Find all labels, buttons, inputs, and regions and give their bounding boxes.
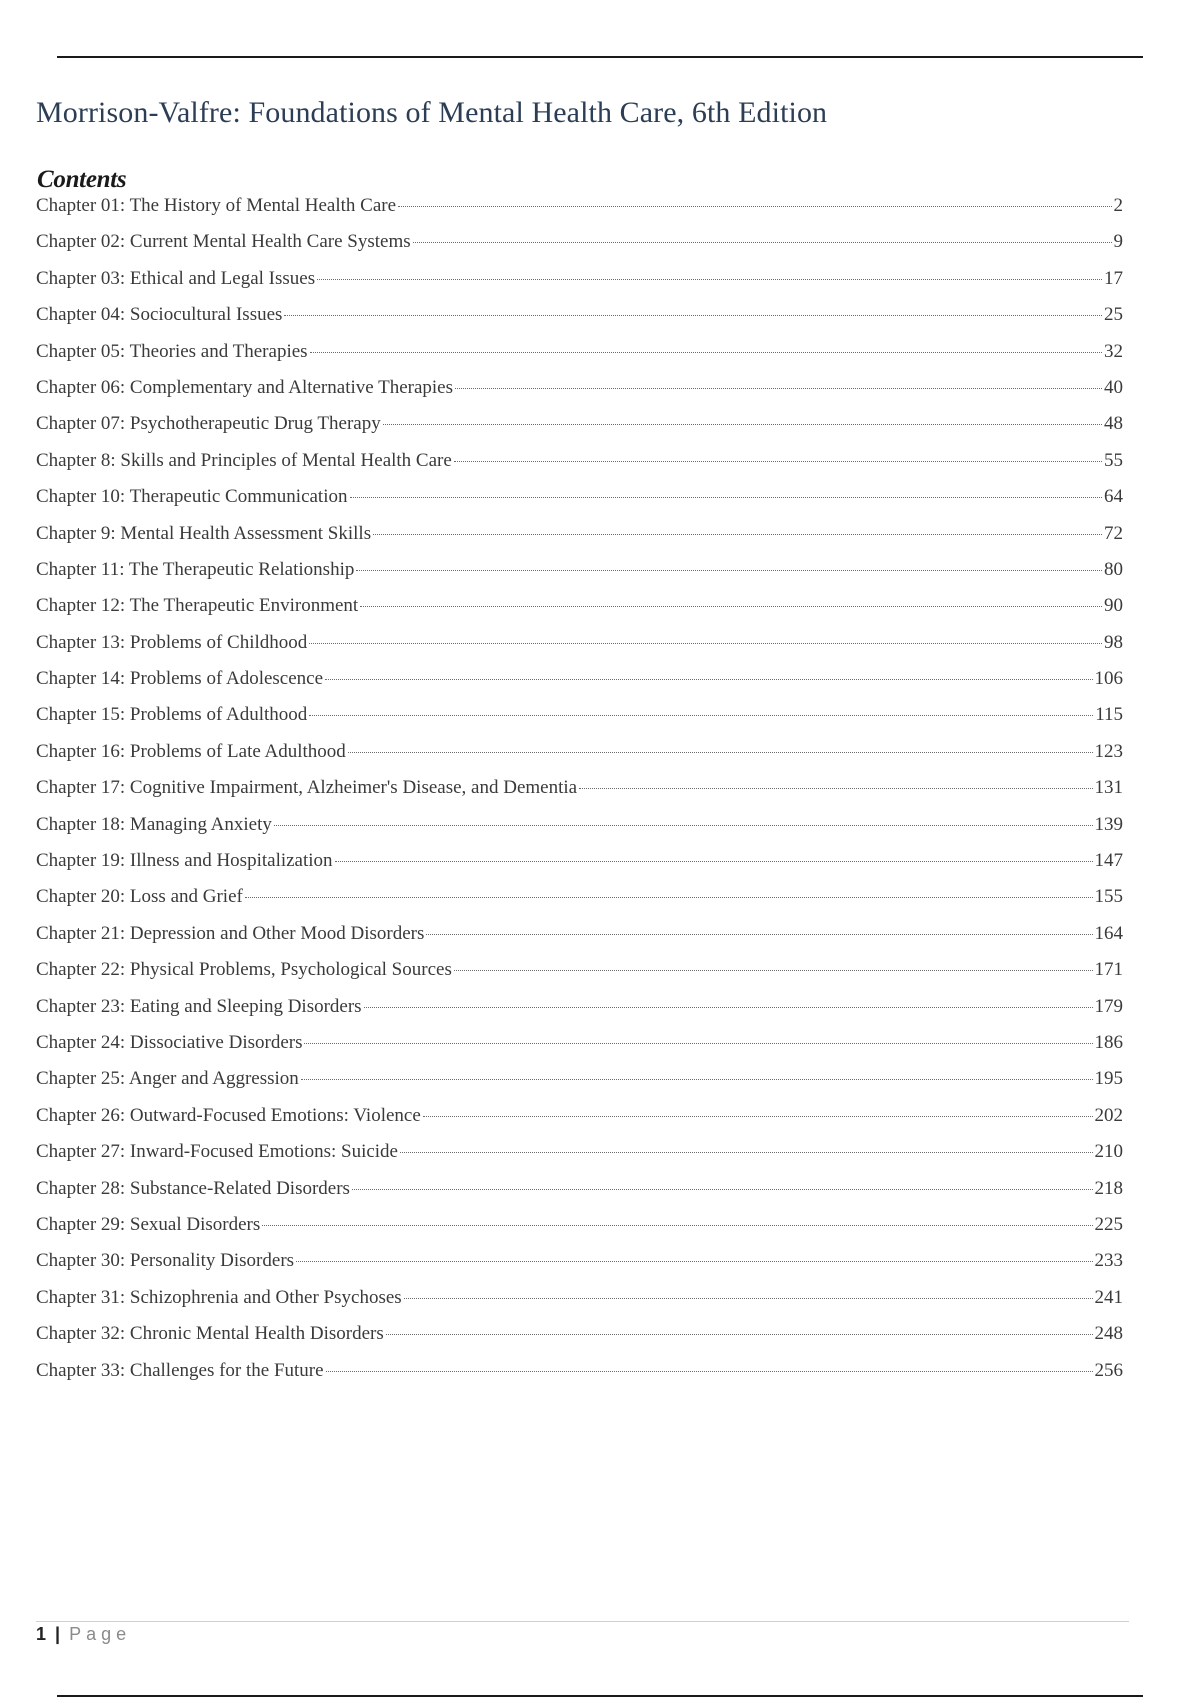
toc-entry[interactable] (36, 268, 1123, 304)
toc-entry[interactable] (36, 1178, 1123, 1214)
toc-entry-page: 171 (1094, 959, 1123, 981)
toc-entry[interactable] (36, 377, 1123, 413)
toc-dot-leader (413, 242, 1112, 243)
toc-dot-leader (579, 788, 1092, 789)
footer-separator: | (55, 1624, 61, 1644)
toc-entry-page: 48 (1104, 413, 1123, 435)
toc-entry-page: 139 (1094, 813, 1123, 835)
toc-entry[interactable] (36, 1250, 1123, 1286)
toc-dot-leader (274, 825, 1093, 826)
toc-entry[interactable] (36, 668, 1123, 704)
toc-entry-title: Chapter 20: Loss and Grief (36, 886, 243, 908)
toc-entry-title: Chapter 12: The Therapeutic Environment (36, 595, 359, 617)
toc-entry-page: 25 (1104, 304, 1123, 326)
toc-entry[interactable] (36, 1032, 1123, 1068)
document-title: Morrison-Valfre: Foundations of Mental Health Care, 6th Edition (36, 96, 828, 129)
footer-bottom-rule (57, 1695, 1143, 1697)
toc-entry-page: 256 (1094, 1359, 1123, 1381)
toc-dot-leader (364, 1007, 1093, 1008)
toc-entry[interactable] (36, 304, 1123, 340)
toc-entry[interactable] (36, 850, 1123, 886)
toc-entry-page: 72 (1104, 522, 1123, 544)
toc-entry-page: 55 (1104, 449, 1123, 471)
toc-entry-title: Chapter 19: Illness and Hospitalization (36, 850, 333, 872)
toc-dot-leader (426, 934, 1092, 935)
toc-entry-page: 80 (1104, 558, 1123, 580)
toc-entry-page: 131 (1094, 777, 1123, 799)
toc-dot-leader (356, 570, 1102, 571)
toc-dot-leader (348, 752, 1093, 753)
toc-entry[interactable] (36, 704, 1123, 740)
toc-entry[interactable] (36, 1360, 1123, 1396)
toc-entry-title: Chapter 25: Anger and Aggression (36, 1068, 299, 1090)
page-label: Page (69, 1624, 132, 1644)
toc-entry[interactable] (36, 413, 1123, 449)
toc-entry-page: 32 (1104, 340, 1123, 362)
toc-entry[interactable] (36, 1287, 1123, 1323)
toc-entry[interactable] (36, 814, 1123, 850)
toc-dot-leader (454, 970, 1093, 971)
toc-entry[interactable] (36, 632, 1123, 668)
toc-entry-title: Chapter 10: Therapeutic Communication (36, 486, 348, 508)
toc-dot-leader (245, 897, 1093, 898)
toc-entry-page: 164 (1094, 922, 1123, 944)
toc-dot-leader (386, 1334, 1093, 1335)
toc-dot-leader (309, 643, 1102, 644)
toc-entry[interactable] (36, 559, 1123, 595)
toc-entry-title: Chapter 9: Mental Health Assessment Skills (36, 522, 372, 544)
toc-dot-leader (383, 424, 1102, 425)
toc-dot-leader (301, 1079, 1093, 1080)
toc-entry-page: 218 (1094, 1177, 1123, 1199)
toc-entry[interactable] (36, 996, 1123, 1032)
toc-entry[interactable] (36, 1141, 1123, 1177)
toc-entry-title: Chapter 04: Sociocultural Issues (36, 304, 283, 326)
toc-dot-leader (317, 279, 1102, 280)
toc-entry-page: 195 (1094, 1068, 1123, 1090)
toc-entry-page: 123 (1094, 740, 1123, 762)
toc-entry-title: Chapter 27: Inward-Focused Emotions: Suicide (36, 1141, 398, 1163)
toc-entry-title: Chapter 15: Problems of Adulthood (36, 704, 308, 726)
toc-entry-page: 2 (1113, 195, 1123, 216)
toc-entry[interactable] (36, 486, 1123, 522)
toc-dot-leader (335, 861, 1093, 862)
toc-entry-title: Chapter 07: Psychotherapeutic Drug Therapy (36, 413, 381, 435)
toc-entry-page: 179 (1094, 995, 1123, 1017)
toc-dot-leader (262, 1225, 1092, 1226)
toc-entry-title: Chapter 18: Managing Anxiety (36, 813, 272, 835)
toc-entry-title: Chapter 32: Chronic Mental Health Disorders (36, 1323, 384, 1345)
toc-dot-leader (350, 497, 1103, 498)
toc-entry[interactable] (36, 923, 1123, 959)
toc-entry-title: Chapter 29: Sexual Disorders (36, 1213, 261, 1235)
footer-rule (36, 1621, 1129, 1622)
toc-entry[interactable] (36, 1214, 1123, 1250)
toc-entry-page: 202 (1094, 1104, 1123, 1126)
toc-entry-title: Chapter 16: Problems of Late Adulthood (36, 740, 346, 762)
contents-heading: Contents (37, 166, 127, 193)
toc-entry[interactable] (36, 523, 1123, 559)
toc-dot-leader (373, 534, 1102, 535)
toc-entry-title: Chapter 02: Current Mental Health Care Systems (36, 231, 411, 253)
toc-dot-leader (400, 1152, 1093, 1153)
toc-entry-title: Chapter 33: Challenges for the Future (36, 1359, 324, 1381)
toc-entry-title: Chapter 8: Skills and Principles of Mental Health Care (36, 449, 452, 471)
toc-entry-page: 210 (1094, 1141, 1123, 1163)
toc-entry-title: Chapter 26: Outward-Focused Emotions: Violence (36, 1104, 421, 1126)
toc-entry-title: Chapter 21: Depression and Other Mood Disorders (36, 922, 425, 944)
toc-entry-page: 155 (1094, 886, 1123, 908)
toc-entry-title: Chapter 03: Ethical and Legal Issues (36, 267, 316, 289)
toc-entry-title: Chapter 14: Problems of Adolescence (36, 668, 324, 690)
toc-entry-title: Chapter 28: Substance-Related Disorders (36, 1177, 350, 1199)
toc-entry[interactable] (36, 741, 1123, 777)
toc-dot-leader (284, 315, 1102, 316)
toc-dot-leader (326, 1371, 1093, 1372)
toc-entry-title: Chapter 01: The History of Mental Health Care (36, 195, 397, 216)
toc-dot-leader (398, 206, 1111, 207)
toc-entry-title: Chapter 17: Cognitive Impairment, Alzheimer's Disease, and Dementia (36, 777, 578, 799)
toc-dot-leader (304, 1043, 1092, 1044)
toc-dot-leader (325, 679, 1092, 680)
page-footer (36, 1624, 131, 1645)
toc-entry-page: 98 (1104, 631, 1123, 653)
toc-entry-title: Chapter 31: Schizophrenia and Other Psychoses (36, 1286, 402, 1308)
toc-entry-title: Chapter 06: Complementary and Alternative Therapies (36, 376, 453, 398)
toc-entry-title: Chapter 05: Theories and Therapies (36, 340, 308, 362)
toc-dot-leader (404, 1298, 1093, 1299)
toc-dot-leader (360, 606, 1102, 607)
toc-entry-page: 40 (1104, 376, 1123, 398)
toc-entry[interactable] (36, 231, 1123, 267)
toc-entry-page: 17 (1104, 267, 1123, 289)
toc-entry[interactable] (36, 1105, 1123, 1141)
toc-entry-title: Chapter 11: The Therapeutic Relationship (36, 558, 355, 580)
toc-entry-page: 147 (1094, 850, 1123, 872)
page-number: 1 (36, 1624, 47, 1644)
toc-entry[interactable] (36, 1323, 1123, 1359)
toc-entry-page: 64 (1104, 486, 1123, 508)
toc-entry[interactable] (36, 1068, 1123, 1104)
toc-entry[interactable] (36, 450, 1123, 486)
toc-dot-leader (296, 1261, 1092, 1262)
toc-entry-page: 225 (1094, 1213, 1123, 1235)
toc-entry[interactable] (36, 195, 1123, 231)
toc-dot-leader (455, 388, 1102, 389)
table-of-contents (36, 195, 1123, 1396)
header-rule (57, 56, 1143, 58)
toc-entry-page: 248 (1094, 1323, 1123, 1345)
toc-entry-title: Chapter 13: Problems of Childhood (36, 631, 308, 653)
toc-entry-page: 233 (1094, 1250, 1123, 1272)
toc-entry-page: 186 (1094, 1031, 1123, 1053)
toc-entry-page: 241 (1094, 1286, 1123, 1308)
toc-entry[interactable] (36, 595, 1123, 631)
toc-entry[interactable] (36, 959, 1123, 995)
toc-entry-page: 9 (1113, 231, 1123, 253)
toc-entry-title: Chapter 24: Dissociative Disorders (36, 1031, 303, 1053)
toc-entry-title: Chapter 23: Eating and Sleeping Disorders (36, 995, 362, 1017)
toc-dot-leader (309, 715, 1093, 716)
toc-entry-page: 115 (1095, 704, 1123, 726)
toc-entry-page: 106 (1094, 668, 1123, 690)
toc-dot-leader (310, 352, 1102, 353)
toc-dot-leader (423, 1116, 1093, 1117)
toc-entry[interactable] (36, 777, 1123, 813)
toc-dot-leader (352, 1189, 1093, 1190)
toc-entry-title: Chapter 22: Physical Problems, Psychological Sources (36, 959, 452, 981)
toc-dot-leader (454, 461, 1102, 462)
toc-entry-title: Chapter 30: Personality Disorders (36, 1250, 295, 1272)
toc-entry[interactable] (36, 886, 1123, 922)
toc-entry[interactable] (36, 341, 1123, 377)
toc-entry-page: 90 (1104, 595, 1123, 617)
